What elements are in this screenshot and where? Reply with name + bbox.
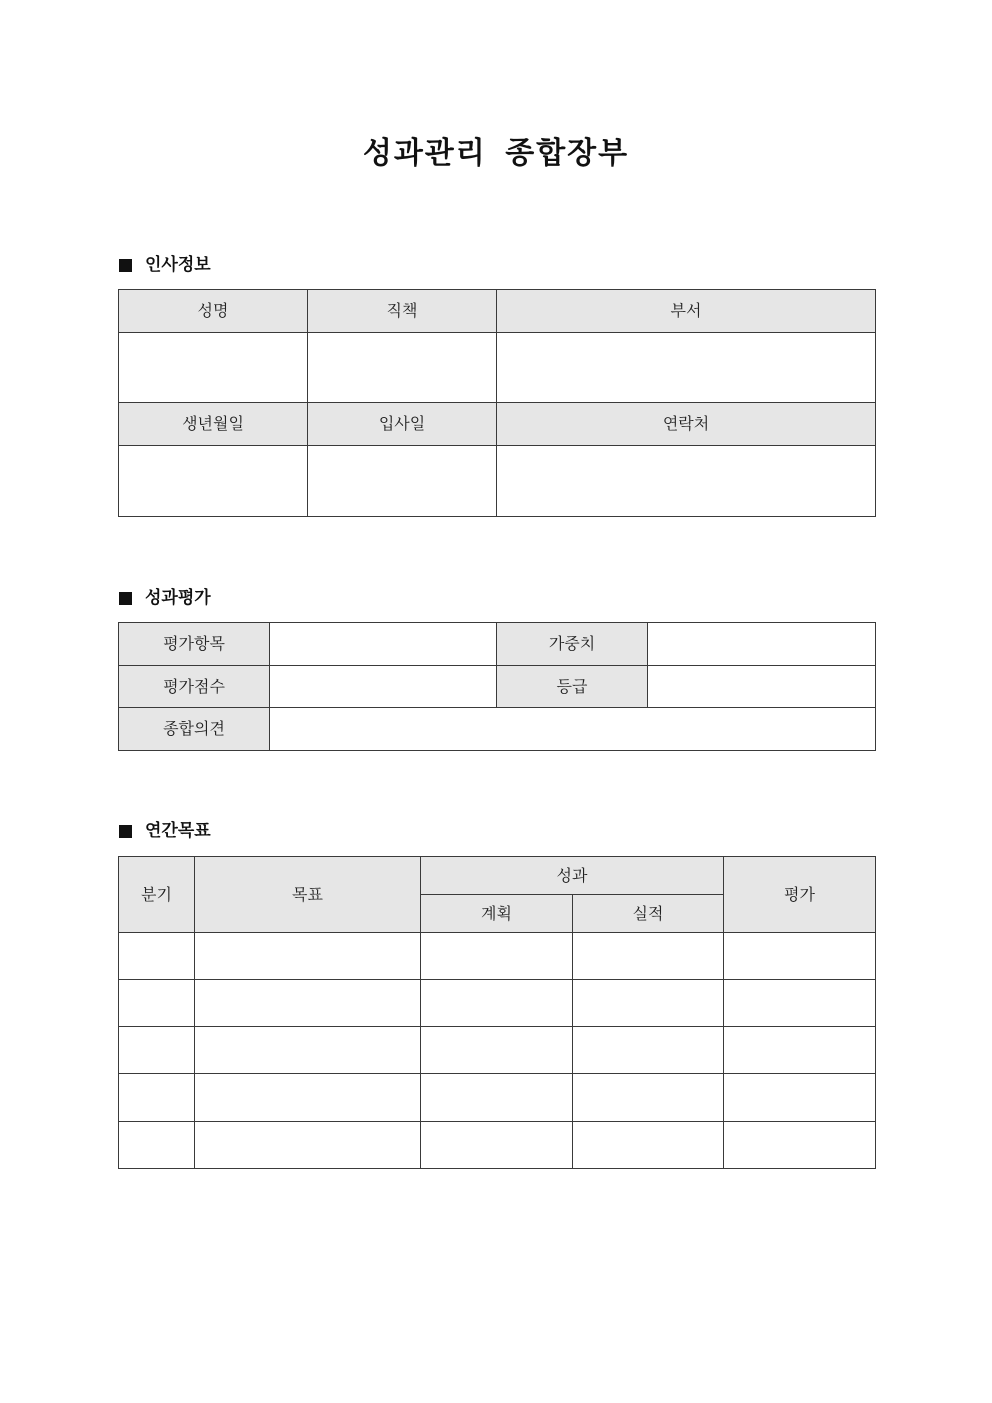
plan-cell[interactable] (421, 933, 573, 980)
weight-field[interactable] (648, 623, 876, 666)
plan-cell[interactable] (421, 1027, 573, 1074)
quarter-cell[interactable] (119, 1122, 195, 1169)
quarter-cell[interactable] (119, 1074, 195, 1122)
plan-cell[interactable] (421, 1122, 573, 1169)
hire-date-field[interactable] (308, 446, 497, 517)
hr-section-title: 인사정보 (145, 255, 211, 275)
actual-cell[interactable] (573, 1027, 724, 1074)
actual-cell[interactable] (573, 980, 724, 1027)
goal-cell[interactable] (195, 933, 421, 980)
eval-section-heading (119, 586, 211, 610)
grade-field[interactable] (648, 666, 876, 708)
eval-section-title: 성과평가 (145, 588, 211, 608)
table-row (119, 933, 876, 980)
grade-header: 등급 (497, 666, 648, 708)
square-bullet-icon (119, 592, 132, 605)
result-header: 성과 (421, 857, 724, 895)
goal-cell[interactable] (195, 980, 421, 1027)
eval-item-field[interactable] (270, 623, 497, 666)
opinion-field[interactable] (270, 708, 876, 751)
birthdate-field[interactable] (119, 446, 308, 517)
weight-header: 가중치 (497, 623, 648, 666)
quarter-cell[interactable] (119, 1027, 195, 1074)
department-header: 부서 (497, 290, 876, 333)
evaluation-header: 평가 (724, 857, 876, 933)
square-bullet-icon (119, 259, 132, 272)
quarter-cell[interactable] (119, 980, 195, 1027)
quarter-header: 분기 (119, 857, 195, 933)
actual-cell[interactable] (573, 1122, 724, 1169)
goal-section-heading (119, 819, 211, 843)
plan-cell[interactable] (421, 1074, 573, 1122)
evaluation-cell[interactable] (724, 1074, 876, 1122)
score-header: 평가점수 (119, 666, 270, 708)
department-field[interactable] (497, 333, 876, 403)
actual-header: 실적 (573, 895, 724, 933)
hr-info-table (118, 289, 876, 517)
goal-cell[interactable] (195, 1027, 421, 1074)
table-row (119, 1074, 876, 1122)
goal-cell[interactable] (195, 1074, 421, 1122)
plan-cell[interactable] (421, 980, 573, 1027)
contact-field[interactable] (497, 446, 876, 517)
name-header: 성명 (119, 290, 308, 333)
goal-cell[interactable] (195, 1122, 421, 1169)
document-title: 성과관리 종합장부 (362, 136, 630, 171)
opinion-header: 종합의견 (119, 708, 270, 751)
position-field[interactable] (308, 333, 497, 403)
hire-date-header: 입사일 (308, 403, 497, 446)
evaluation-cell[interactable] (724, 933, 876, 980)
evaluation-cell[interactable] (724, 980, 876, 1027)
table-row (119, 1027, 876, 1074)
evaluation-cell[interactable] (724, 1122, 876, 1169)
name-field[interactable] (119, 333, 308, 403)
square-bullet-icon (119, 825, 132, 838)
evaluation-table (118, 622, 876, 751)
actual-cell[interactable] (573, 933, 724, 980)
quarter-cell[interactable] (119, 933, 195, 980)
table-row (119, 980, 876, 1027)
contact-header: 연락처 (497, 403, 876, 446)
score-field[interactable] (270, 666, 497, 708)
plan-header: 계획 (421, 895, 573, 933)
actual-cell[interactable] (573, 1074, 724, 1122)
goal-header: 목표 (195, 857, 421, 933)
position-header: 직책 (308, 290, 497, 333)
hr-section-heading (119, 253, 211, 277)
table-row (119, 1122, 876, 1169)
goal-section-title: 연간목표 (145, 821, 211, 841)
evaluation-cell[interactable] (724, 1027, 876, 1074)
eval-item-header: 평가항목 (119, 623, 270, 666)
annual-goals-table (118, 856, 876, 1169)
birthdate-header: 생년월일 (119, 403, 308, 446)
